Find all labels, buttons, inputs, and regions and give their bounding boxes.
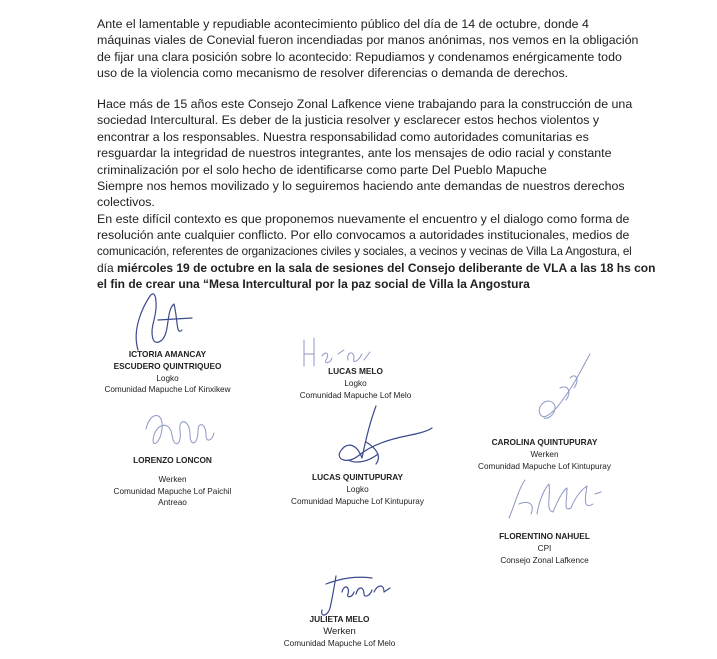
- signature-julieta-melo: [316, 568, 396, 620]
- text-line: comunicación, referentes de organizaciones civiles y sociales, a vecinos y vecinas de Villa La Angostura, el: [97, 244, 632, 258]
- text-line: resguardar la integridad de nuestros integrantes, ante los mensajes de odio racial y constante: [97, 146, 612, 161]
- signatory-community: Comunidad Mapuche Lof Paichil: [113, 486, 232, 496]
- spacer: [85, 467, 260, 474]
- signatory-community: Comunidad Mapuche Lof Kintupuray: [478, 461, 611, 471]
- signatory-name: ICTORIA AMANCAY: [128, 349, 207, 359]
- text-line: criminalización por el solo hecho de identificarse como parte Del Pueblo Mapuche: [97, 162, 547, 177]
- signatory-florentino-nahuel: [457, 531, 632, 566]
- signature-florentino-nahuel: [505, 474, 605, 524]
- text-line-meeting: [97, 260, 656, 276]
- signatory-name: FLORENTINO NAHUEL: [499, 531, 590, 541]
- signatory-name: ESCUDERO QUINTRIQUEO: [113, 360, 222, 371]
- signatory-name: CAROLINA QUINTUPURAY: [491, 437, 598, 447]
- signatory-role: Logko: [156, 373, 179, 383]
- signatory-role: Werken: [530, 449, 559, 459]
- signatory-community: Comunidad Mapuche Lof Kintupuray: [291, 496, 424, 506]
- signatory-name: JULIETA MELO: [309, 614, 370, 624]
- signature-lorenzo-loncon: [140, 405, 220, 455]
- signatory-victoria-amancay: [80, 349, 255, 396]
- text-line: Ante el lamentable y repudiable acontecimiento público del día de 14 de octubre, donde 4: [97, 17, 589, 31]
- text-line: Hace más de 15 años este Consejo Zonal Lafkence viene trabajando para la construcción de una: [97, 97, 633, 111]
- signatory-carolina-quintupuray: [457, 437, 632, 472]
- signatory-name: LUCAS MELO: [328, 366, 383, 376]
- text-line: En este difícil contexto es que proponemos nuevamente el encuentro y el dialogo como forma de: [97, 211, 630, 226]
- signatory-lucas-melo: [268, 366, 443, 401]
- text-line: de fijar una clara posición sobre lo acontecido: Repudiamos y condenamos enérgicamente todo: [97, 49, 622, 64]
- meeting-purpose: el fin de crear una “Mesa Intercultural por la paz social de Villa la Angostura: [97, 277, 530, 292]
- text-line: resolución ante cualquier conflicto. Por ello convocamos a autoridades institucionales, medios de: [97, 228, 630, 243]
- signature-lucas-quintupuray: [326, 402, 436, 470]
- signature-carolina-quintupuray: [520, 348, 600, 428]
- signatory-community-cont: Antreao: [158, 498, 187, 508]
- text-line: uso de la violencia como mecanismo de resolver diferencias o demanda de derechos.: [97, 66, 569, 81]
- signatory-role: Logko: [346, 484, 369, 494]
- text-line: sociedad Intercultural. Es deber de la justicia resolver y esclarecer estos hechos violentos y: [97, 113, 600, 128]
- paragraph-intercultural-call: [97, 96, 656, 293]
- text-line: Siempre nos hemos movilizado y lo seguiremos haciendo ante demandas de nuestros derechos: [97, 179, 625, 194]
- meeting-details: miércoles 19 de octubre en la sala de sesiones del Consejo deliberante de VLA a las 18 hs con: [117, 261, 656, 276]
- signatory-name: LUCAS QUINTUPURAY: [312, 472, 403, 482]
- signatory-community: Consejo Zonal Lafkence: [500, 555, 589, 565]
- signatory-name: LORENZO LONCON: [133, 455, 212, 465]
- signature-victoria-amancay: [128, 290, 208, 352]
- text-line: máquinas viales de Conevial fueron incendiadas por manos anónimas, nos vemos en la obligación: [97, 33, 639, 48]
- text-line: colectivos.: [97, 195, 155, 210]
- signatory-role: Werken: [158, 474, 187, 484]
- meeting-intro: día: [97, 261, 118, 276]
- signatory-community: Comunidad Mapuche Lof Melo: [283, 638, 396, 648]
- signatory-julieta-melo: [252, 614, 427, 649]
- signatory-lucas-quintupuray: [270, 472, 445, 507]
- signatory-role: Logko: [344, 378, 367, 388]
- text-line: encontrar a los responsables. Nuestra responsabilidad como autoridades comunitarias es: [97, 129, 589, 144]
- signatory-community: Comunidad Mapuche Lof Kinxikew: [104, 385, 231, 395]
- signatory-community: Comunidad Mapuche Lof Melo: [299, 390, 412, 400]
- paragraph-condemnation: [97, 16, 639, 82]
- signatory-role: CPI: [537, 543, 552, 553]
- signatory-role: Werken: [323, 625, 356, 637]
- signatory-lorenzo-loncon: [85, 455, 260, 509]
